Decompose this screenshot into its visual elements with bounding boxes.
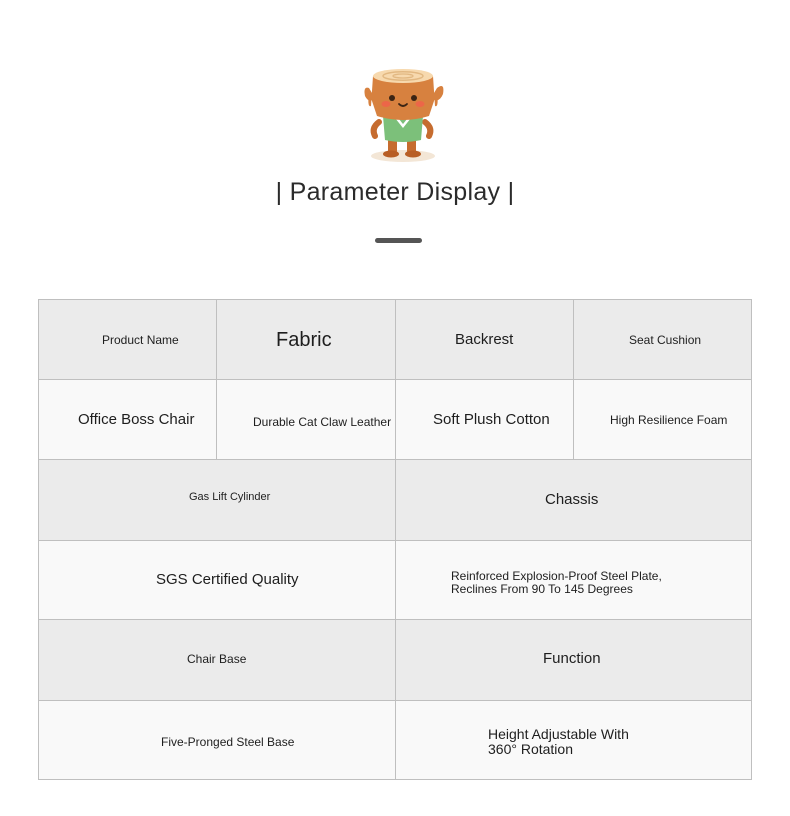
table-row: [39, 701, 751, 779]
value-gas-lift: SGS Certified Quality: [156, 571, 299, 588]
table-cell: [39, 701, 396, 779]
value-function: Height Adjustable With 360° Rotation: [488, 726, 629, 758]
table-cell: [39, 620, 396, 700]
label-backrest: Backrest: [455, 331, 514, 348]
table-row: [39, 300, 751, 380]
table-cell: [39, 380, 217, 459]
table-cell: [396, 380, 574, 459]
value-fabric: Durable Cat Claw Leather: [253, 415, 392, 429]
table-cell: [396, 300, 574, 379]
table-cell: [39, 460, 396, 540]
label-function: Function: [543, 650, 601, 667]
table-row: [39, 380, 751, 460]
tree-stump-mascot-icon: [355, 62, 451, 164]
table-cell: [396, 541, 751, 619]
table-cell: [396, 701, 751, 779]
table-cell: [39, 300, 217, 379]
table-cell: [574, 300, 751, 379]
label-chassis: Chassis: [545, 491, 599, 508]
table-cell: [39, 541, 396, 619]
label-fabric: Fabric: [276, 329, 332, 351]
label-gas-lift: Gas Lift Cylinder: [189, 491, 271, 503]
table-row: [39, 620, 751, 701]
table-cell: [217, 380, 396, 459]
value-chassis: Reinforced Explosion-Proof Steel Plate, Reclines From 90 To 145 Degrees: [451, 569, 662, 597]
page-title: | Parameter Display |: [275, 178, 515, 206]
table-cell: [396, 460, 751, 540]
value-product-name: Office Boss Chair: [78, 411, 195, 428]
value-seat-cushion: High Resilience Foam: [610, 413, 728, 427]
label-product-name: Product Name: [102, 333, 179, 347]
table-row: [39, 541, 751, 620]
label-seat-cushion: Seat Cushion: [629, 333, 702, 347]
table-cell: [217, 300, 396, 379]
value-backrest: Soft Plush Cotton: [433, 411, 550, 428]
value-chair-base: Five-Pronged Steel Base: [161, 735, 295, 749]
table-cell: [574, 380, 751, 459]
table-row: [39, 460, 751, 541]
parameter-table: [38, 299, 752, 780]
title-underline: [375, 238, 422, 243]
table-cell: [396, 620, 751, 700]
label-chair-base: Chair Base: [187, 652, 247, 666]
